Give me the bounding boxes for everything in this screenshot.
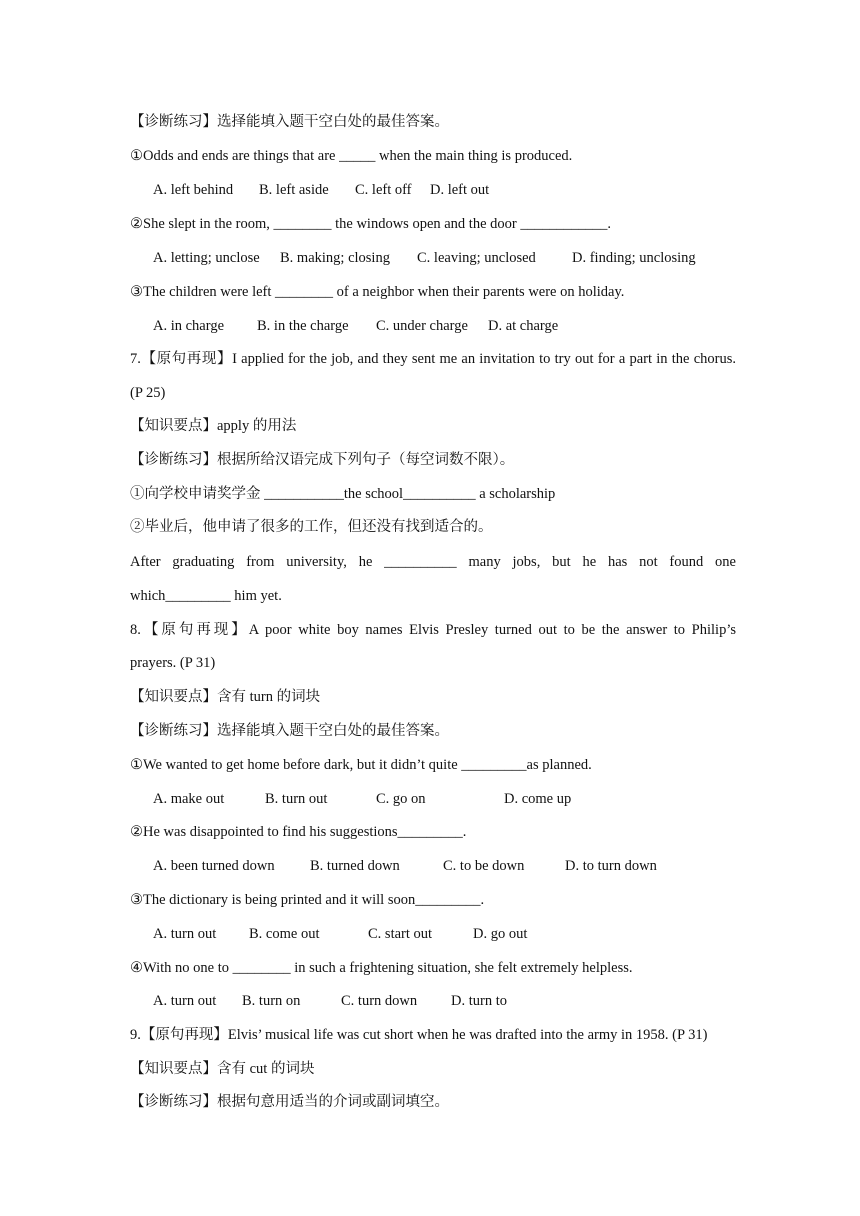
option: C. left off xyxy=(355,182,412,198)
option: C. under charge xyxy=(376,318,468,334)
option: D. turn to xyxy=(451,993,507,1009)
question-item: ②He was disappointed to find his suggestions_________. xyxy=(130,824,467,840)
option: D. finding; unclosing xyxy=(572,250,696,266)
option: C. leaving; unclosed xyxy=(417,250,536,266)
option: D. go out xyxy=(473,926,528,942)
option: A. left behind xyxy=(153,182,234,198)
option: B. in the charge xyxy=(257,318,349,334)
option: A. make out xyxy=(153,791,225,807)
instruction-heading: 【诊断练习】根据所给汉语完成下列句子（每空词数不限）。 xyxy=(130,452,515,468)
instruction-heading: 【诊断练习】选择能填入题干空白处的最佳答案。 xyxy=(130,114,449,130)
option: B. left aside xyxy=(259,182,329,198)
option: C. to be down xyxy=(443,858,525,874)
knowledge-point: 【知识要点】含有 cut 的词块 xyxy=(130,1061,315,1077)
option: A. been turned down xyxy=(153,858,275,874)
question-item: ③The dictionary is being printed and it will soon_________. xyxy=(130,892,485,908)
option: B. turn out xyxy=(265,791,328,807)
original-sentence: 8.【原句再现】A poor white boy names Elvis Presley turned out to be the answer to Philip’s xyxy=(130,622,736,638)
option: D. at charge xyxy=(488,318,559,334)
option: B. turned down xyxy=(310,858,400,874)
option: A. in charge xyxy=(153,318,224,334)
question-item: ①Odds and ends are things that are _____ when the main thing is produced. xyxy=(130,148,573,164)
question-item: which_________ him yet. xyxy=(130,588,282,604)
option: C. start out xyxy=(368,926,433,942)
page-reference: prayers. (P 31) xyxy=(130,655,216,671)
knowledge-point: 【知识要点】apply 的用法 xyxy=(130,418,297,434)
option: A. turn out xyxy=(153,926,217,942)
option: A. turn out xyxy=(153,993,217,1009)
option: D. come up xyxy=(504,791,572,807)
option: D. left out xyxy=(430,182,490,198)
question-item: ②毕业后，他申请了很多的工作，但还没有找到适合的。 xyxy=(130,519,493,535)
question-item: After graduating from university, he __________ many jobs, but he has not found one xyxy=(130,554,736,570)
knowledge-point: 【知识要点】含有 turn 的词块 xyxy=(130,689,321,705)
question-item: ①We wanted to get home before dark, but it didn’t quite _________as planned. xyxy=(130,757,592,773)
original-sentence: 9.【原句再现】Elvis’ musical life was cut short when he was drafted into the army in 1958. (P 31) xyxy=(130,1027,708,1043)
question-item: ④With no one to ________ in such a frightening situation, she felt extremely helpless. xyxy=(130,960,633,976)
instruction-heading: 【诊断练习】选择能填入题干空白处的最佳答案。 xyxy=(130,723,449,739)
question-item: ③The children were left ________ of a neighbor when their parents were on holiday. xyxy=(130,284,625,300)
option: B. come out xyxy=(249,926,320,942)
page-reference: (P 25) xyxy=(130,385,166,401)
question-item: ①向学校申请奖学金 ___________the school__________ a scholarship xyxy=(130,486,556,502)
option: B. making; closing xyxy=(280,250,390,266)
option: C. turn down xyxy=(341,993,418,1009)
option: A. letting; unclose xyxy=(153,250,260,266)
original-sentence: 7.【原句再现】I applied for the job, and they sent me an invitation to try out for a part in the chorus. xyxy=(130,351,736,367)
option: B. turn on xyxy=(242,993,301,1009)
instruction-heading: 【诊断练习】根据句意用适当的介词或副词填空。 xyxy=(130,1094,449,1110)
question-item: ②She slept in the room, ________ the windows open and the door ____________. xyxy=(130,216,611,232)
option: D. to turn down xyxy=(565,858,657,874)
option: C. go on xyxy=(376,791,426,807)
